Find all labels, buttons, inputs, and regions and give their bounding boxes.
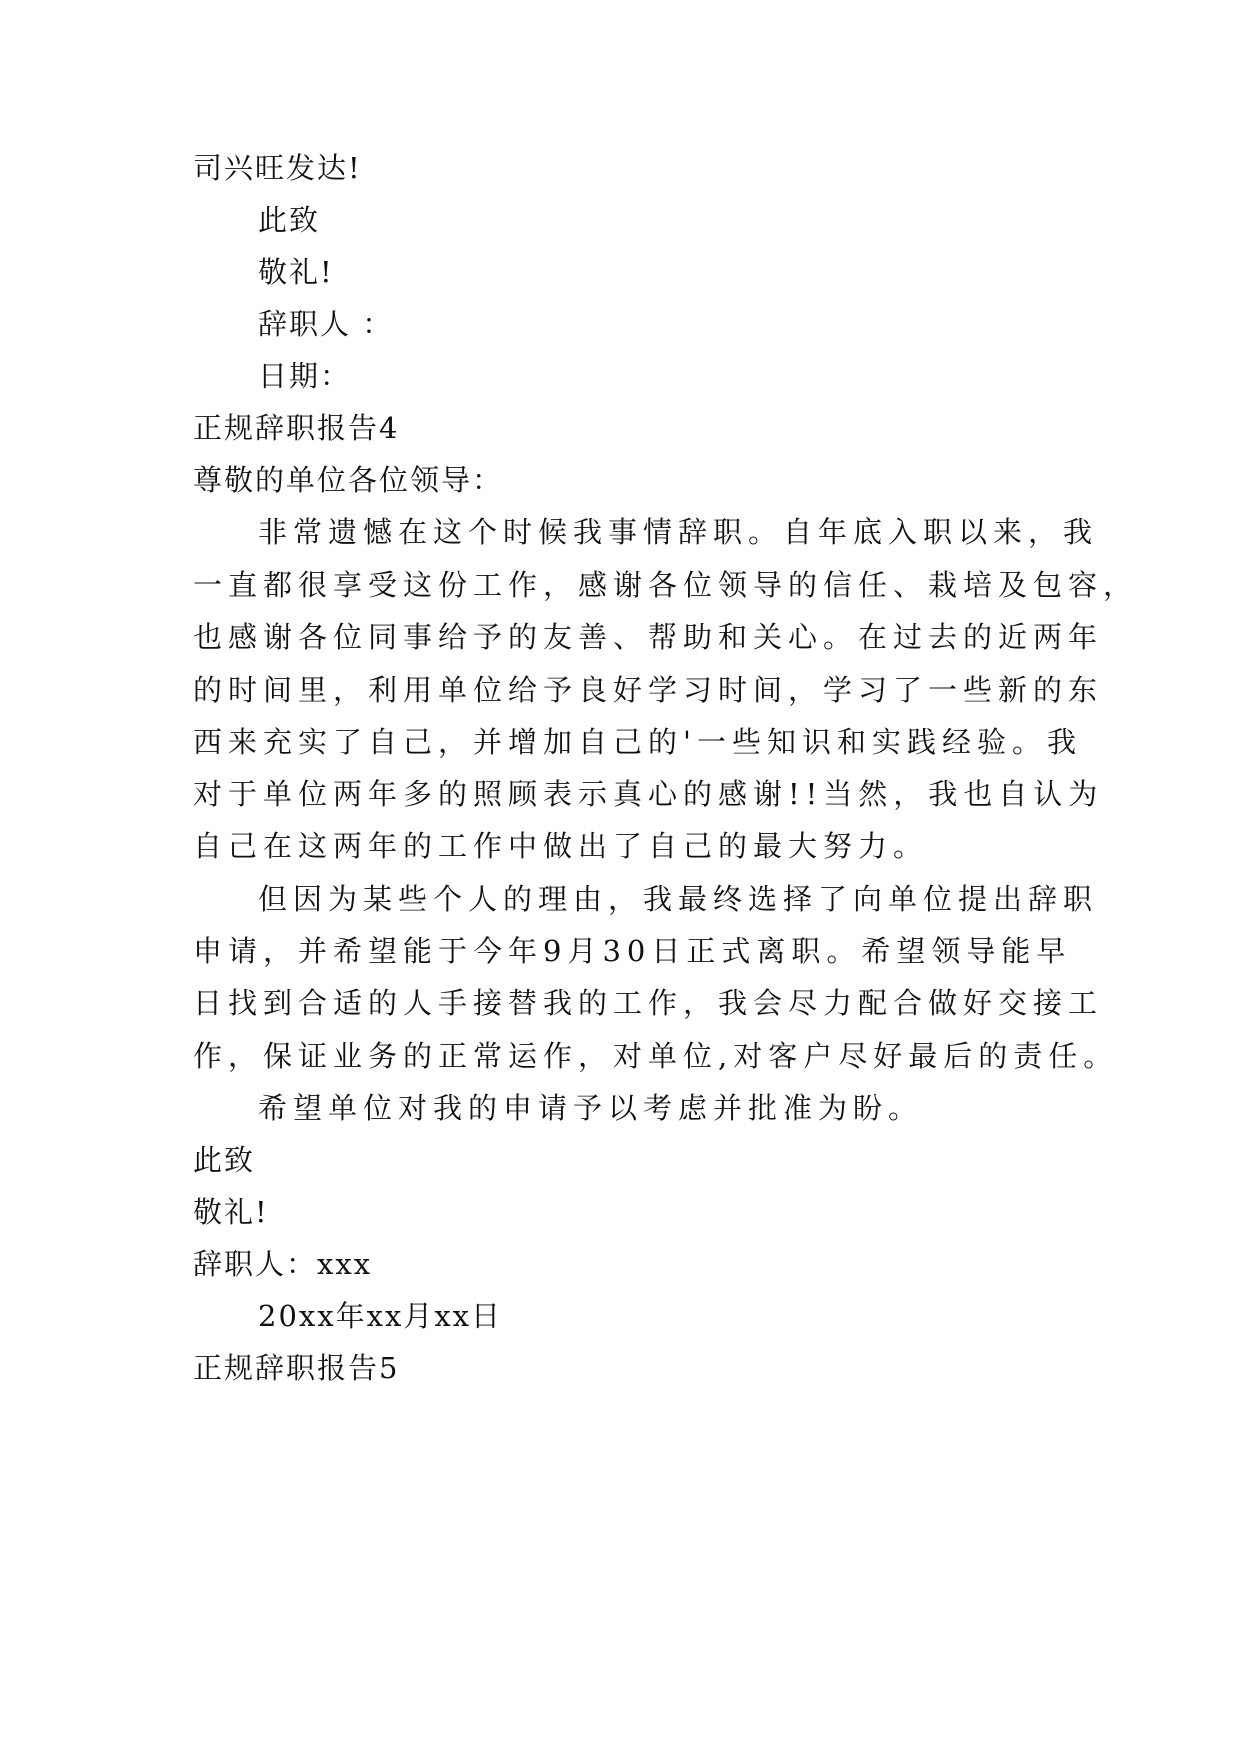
closing-salutation: 此致	[258, 203, 321, 237]
closing-regards: 敬礼!	[258, 255, 334, 289]
paragraph-line: 申请，并希望能于今年9月30日正式离职。希望领导能早	[193, 934, 1072, 968]
paragraph-line: 一直都很享受这份工作，感谢各位领导的信任、栽培及包容，	[193, 568, 1139, 602]
closing-date: 日期：	[258, 359, 352, 393]
paragraph-line: 对于单位两年多的照顾表示真心的感谢!!当然，我也自认为	[193, 777, 1104, 811]
report-salutation: 此致	[193, 1143, 256, 1177]
paragraph-line: 的时间里，利用单位给予良好学习时间，学习了一些新的东	[193, 673, 1104, 707]
report-regards: 敬礼!	[193, 1195, 269, 1229]
report-greeting: 尊敬的单位各位领导：	[193, 463, 504, 497]
paragraph-line: 日找到合适的人手接替我的工作，我会尽力配合做好交接工	[193, 986, 1104, 1020]
paragraph-line: 非常遗憾在这个时候我事情辞职。自年底入职以来，我	[258, 515, 1099, 549]
paragraph-line: 自己在这两年的工作中做出了自己的最大努力。	[193, 829, 929, 863]
report-date: 20xx年xx月xx日	[258, 1299, 503, 1333]
paragraph-line: 但因为某些个人的理由，我最终选择了向单位提出辞职	[258, 882, 1099, 916]
report-signer: 辞职人：xxx	[193, 1247, 373, 1281]
paragraph-line: 希望单位对我的申请予以考虑并批准为盼。	[258, 1091, 924, 1125]
closing-line: 司兴旺发达!	[193, 151, 362, 185]
paragraph-line: 作，保证业务的正常运作，对单位,对客户尽好最后的责任。	[193, 1039, 1119, 1073]
next-report-title: 正规辞职报告5	[193, 1351, 400, 1385]
report-title: 正规辞职报告4	[193, 411, 400, 445]
paragraph-line: 也感谢各位同事给予的友善、帮助和关心。在过去的近两年	[193, 620, 1104, 654]
closing-signer: 辞职人 ：	[258, 307, 394, 341]
paragraph-line: 西来充实了自己，并增加自己的'一些知识和实践经验。我	[193, 725, 1082, 759]
